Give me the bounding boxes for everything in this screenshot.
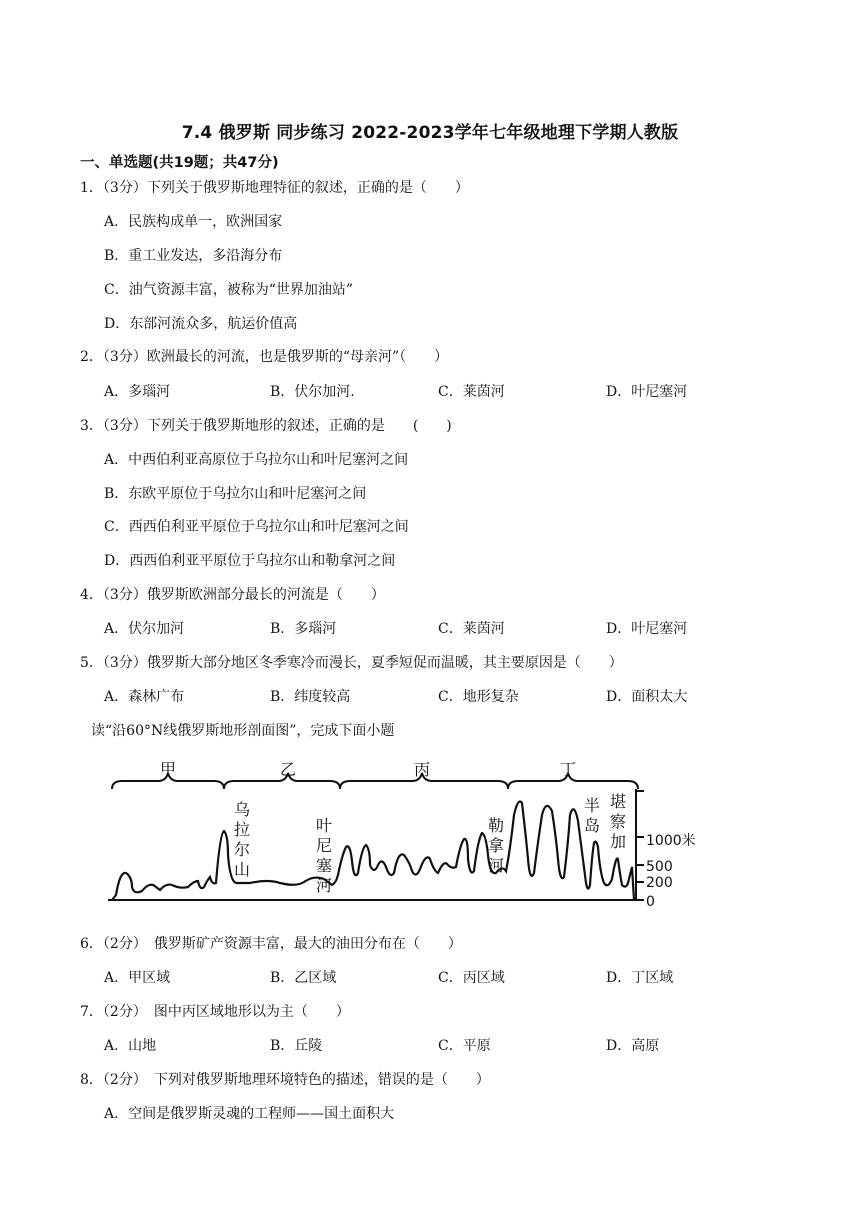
yenisei-label-4: 河 — [316, 876, 333, 895]
question-3-option-d[interactable]: D．西西伯利亚平原位于乌拉尔山和勒拿河之间 — [104, 553, 396, 569]
scale-label-0: 0 — [646, 894, 655, 910]
document-title: 7.4 俄罗斯 同步练习 2022-2023学年七年级地理下学期人教版 — [181, 123, 679, 143]
question-2-stem: 2．（3分）欧洲最长的河流，也是俄罗斯的“母亲河”（ ） — [80, 349, 449, 365]
question-4-option-c[interactable]: C．莱茵河 — [438, 621, 505, 637]
scale-label-200: 200 — [646, 875, 673, 891]
lena-label-1: 勒 — [488, 816, 505, 835]
question-4-options — [104, 620, 804, 638]
yenisei-label-1: 叶 — [316, 816, 333, 835]
kamchatka-label-2: 察 — [610, 812, 627, 831]
question-6-option-b[interactable]: B．乙区域 — [270, 970, 337, 986]
peninsula-label-2: 岛 — [584, 816, 601, 835]
question-4-option-a[interactable]: A．伏尔加河 — [104, 621, 185, 637]
yenisei-label-2: 尼 — [316, 836, 333, 855]
reading-intro: 读“沿60°N线俄罗斯地形剖面图”，完成下面小题 — [91, 723, 395, 739]
ural-label-4: 山 — [234, 860, 251, 879]
question-7-options — [104, 1037, 804, 1055]
question-6-options — [104, 969, 804, 987]
lena-label-3: 河 — [488, 856, 505, 875]
scale-label-500: 500 — [646, 859, 673, 875]
question-1-stem: 1．（3分）下列关于俄罗斯地理特征的叙述，正确的是（ ） — [80, 180, 469, 196]
kamchatka-label-3: 加 — [610, 832, 627, 851]
scale-label-1000: 1000米 — [646, 833, 696, 849]
question-5-option-c[interactable]: C．地形复杂 — [438, 689, 519, 705]
region-label-jia: 甲 — [160, 760, 177, 779]
question-5-options — [104, 688, 804, 706]
question-6-option-a[interactable]: A．甲区域 — [104, 970, 171, 986]
question-6-option-d[interactable]: D．丁区域 — [606, 970, 674, 986]
section-heading: 一、单选题(共19题；共47分) — [80, 155, 279, 171]
peninsula-label-1: 半 — [584, 796, 601, 815]
question-3-option-c[interactable]: C．西西伯利亚平原位于乌拉尔山和叶尼塞河之间 — [104, 519, 409, 535]
question-6-stem: 6．（2分） 俄罗斯矿产资源丰富，最大的油田分布在（ ） — [80, 936, 462, 952]
question-4-stem: 4．（3分）俄罗斯欧洲部分最长的河流是（ ） — [80, 587, 385, 603]
terrain-profile-figure — [100, 755, 710, 915]
region-label-yi: 乙 — [280, 760, 297, 779]
ural-label-1: 乌 — [234, 800, 251, 819]
question-5-option-a[interactable]: A．森林广布 — [104, 689, 185, 705]
question-2-options — [104, 383, 804, 401]
question-1-option-b[interactable]: B．重工业发达，多沿海分布 — [104, 248, 283, 264]
question-2-option-a[interactable]: A．多瑙河 — [104, 384, 171, 400]
question-6-option-c[interactable]: C．丙区域 — [438, 970, 505, 986]
lena-label-2: 拿 — [488, 836, 505, 855]
question-3-option-b[interactable]: B．东欧平原位于乌拉尔山和叶尼塞河之间 — [104, 486, 367, 502]
region-label-bing: 丙 — [414, 760, 431, 779]
ural-label-3: 尔 — [234, 840, 251, 859]
question-8-stem: 8．（2分） 下列对俄罗斯地理环境特色的描述，错误的是（ ） — [80, 1072, 490, 1088]
question-2-option-b[interactable]: B．伏尔加河. — [270, 384, 355, 400]
question-3-stem: 3．（3分）下列关于俄罗斯地形的叙述，正确的是 ( ) — [80, 418, 452, 434]
question-5-option-d[interactable]: D．面积太大 — [606, 689, 688, 705]
question-1-option-c[interactable]: C．油气资源丰富，被称为“世界加油站” — [104, 282, 354, 298]
question-4-option-d[interactable]: D．叶尼塞河 — [606, 621, 688, 637]
question-8-option-a[interactable]: A．空间是俄罗斯灵魂的工程师——国土面积大 — [104, 1106, 395, 1122]
question-2-option-c[interactable]: C．莱茵河 — [438, 384, 505, 400]
question-1-option-a[interactable]: A．民族构成单一，欧洲国家 — [104, 214, 283, 230]
question-7-stem: 7．（2分） 图中丙区域地形以为主（ ） — [80, 1004, 350, 1020]
question-5-stem: 5．（3分）俄罗斯大部分地区冬季寒冷而漫长，夏季短促而温暖，其主要原因是（ ） — [80, 655, 623, 671]
question-4-option-b[interactable]: B．多瑙河 — [270, 621, 337, 637]
ural-label-2: 拉 — [234, 820, 251, 839]
question-5-option-b[interactable]: B．纬度较高 — [270, 689, 351, 705]
question-7-option-b[interactable]: B．丘陵 — [270, 1038, 323, 1054]
region-label-ding: 丁 — [560, 760, 577, 779]
question-3-option-a[interactable]: A．中西伯利亚高原位于乌拉尔山和叶尼塞河之间 — [104, 452, 409, 468]
question-7-option-c[interactable]: C．平原 — [438, 1038, 491, 1054]
terrain-outline — [112, 802, 634, 901]
yenisei-label-3: 塞 — [316, 856, 333, 875]
kamchatka-label-1: 堪 — [610, 792, 627, 811]
question-2-option-d[interactable]: D．叶尼塞河 — [606, 384, 688, 400]
question-1-option-d[interactable]: D．东部河流众多，航运价值高 — [104, 316, 298, 332]
question-7-option-a[interactable]: A．山地 — [104, 1038, 157, 1054]
question-7-option-d[interactable]: D．高原 — [606, 1038, 660, 1054]
